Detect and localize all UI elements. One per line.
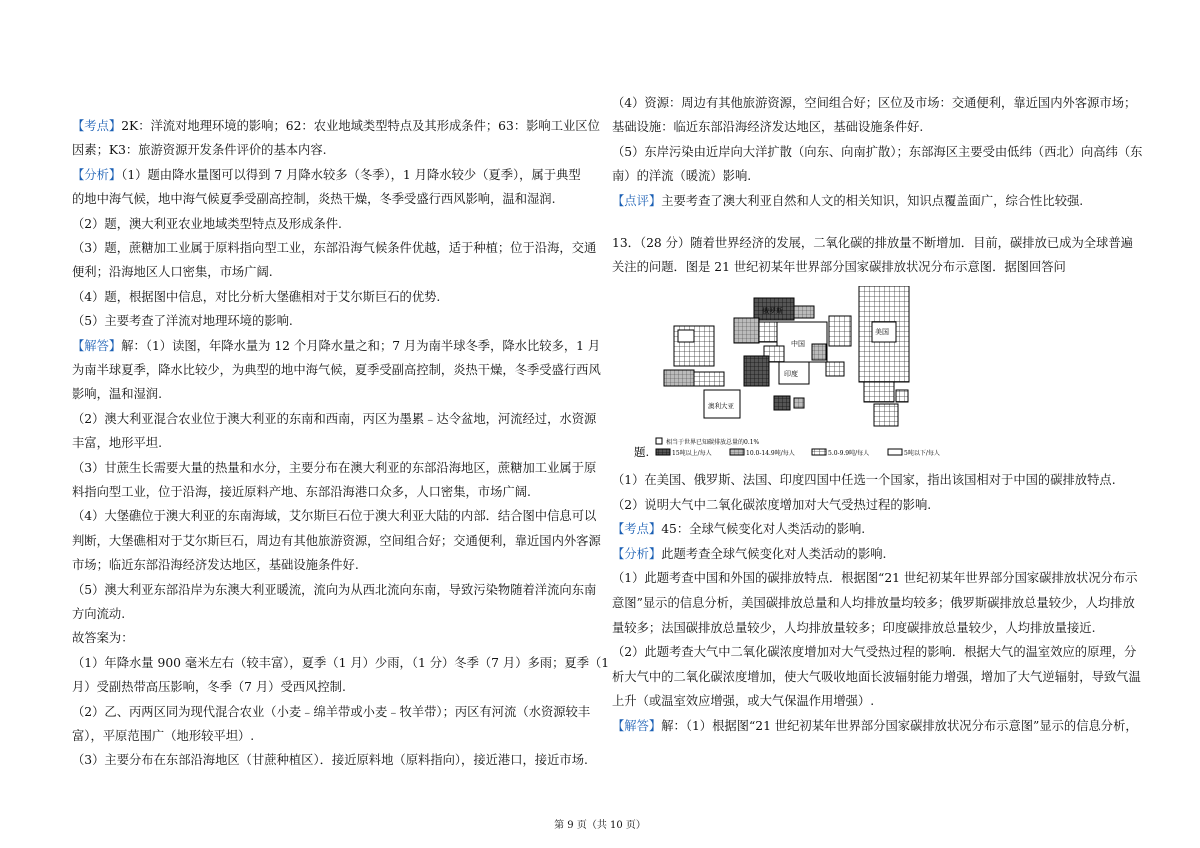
text-line [72, 141, 602, 159]
label-russia: 俄罗斯 [762, 307, 783, 315]
section-tag: 【解答】 [72, 338, 122, 353]
line-text: （4）大堡礁位于澳大利亚的东南海域，艾尔斯巨石位于澳大利亚大陆的内部．结合图中信息可以 [72, 509, 597, 524]
line-text: （2）乙、丙两区同为现代混合农业（小麦﹣绵羊带或小麦﹣牧羊带）；丙区有河流（水资源较丰 [72, 704, 591, 719]
text-line [72, 654, 610, 672]
text-line [72, 727, 602, 745]
line-text: 月）受副热带高压影响，冬季（7 月）受西风控制. [72, 680, 346, 695]
legend-note: 相当于世界已知碳排放总量的0.1% [666, 439, 760, 446]
section-tag: 【分析】 [72, 167, 122, 182]
line-text: （5）主要考查了洋流对地理环境的影响. [72, 314, 293, 329]
text-line [72, 288, 602, 306]
text-line [72, 361, 602, 379]
text-line [72, 605, 602, 623]
text-line [72, 483, 602, 501]
text-line [612, 717, 1156, 735]
line-text: （3）甘蔗生长需要大量的热量和水分，主要分布在澳大利亚的东部沿海地区，蔗糖加工业属于原 [72, 460, 597, 475]
text-line [72, 312, 602, 330]
line-text: 2K：洋流对地理环境的影响；62：农业地域类型特点及其形成条件；63：影响工业区位 [121, 119, 600, 133]
text-line [72, 166, 602, 184]
line-text: 解：（1）读图，年降水量为 12 个月降水量之和；7 月为南半球冬季，降水比较多，1 月 [121, 338, 601, 353]
text-line [612, 167, 1156, 185]
section-tag: 【点评】 [612, 193, 662, 208]
line-text: 量较多；法国碳排放总量较少，人均排放量较多；印度碳排放总量较少，人均排放量接近. [612, 620, 1096, 635]
line-text: 料指向型工业，位于沿海，接近原料产地、东部沿海港口众多，人口密集，市场广阔. [72, 485, 531, 499]
line-text: （1）此题考查中国和外国的碳排放特点．根据图“21 世纪初某年世界部分国家碳排放状况分布示 [612, 571, 1138, 586]
text-line [612, 234, 1156, 252]
line-text: 的地中海气候，地中海气候夏季受副高控制，炎热干燥，冬季受盛行西风影响，温和湿润. [72, 192, 556, 207]
line-text: 主要考查了澳大利亚自然和人文的相关知识，知识点覆盖面广，综合性比较强. [661, 193, 1084, 208]
text-line [72, 629, 602, 647]
line-text: （2）题，澳大利亚农业地域类型特点及形成条件. [72, 216, 342, 231]
text-line [612, 569, 1156, 587]
section-tag: 【分析】 [612, 546, 662, 561]
text-line [72, 385, 602, 403]
text-line [612, 471, 1156, 489]
line-text: 45：全球气候变化对人类活动的影响. [661, 522, 866, 537]
line-text: 方向流动. [72, 607, 126, 621]
label-usa: 美国 [875, 328, 889, 336]
text-line [72, 678, 602, 696]
line-text: 解：（1）根据图“21 世纪初某年世界部分国家碳排放状况分布示意图”显示的信息分析， [661, 719, 1138, 733]
text-line [72, 581, 602, 599]
line-text: 基础设施：临近东部沿海经济发达地区，基础设施条件好. [612, 120, 924, 135]
carbon-map-svg [634, 286, 934, 434]
text-line [612, 668, 1156, 686]
legend-item-3: 5.0-9.9吨/每人 [828, 450, 870, 457]
text-line [72, 434, 602, 452]
text-line [612, 692, 1156, 710]
text-line [72, 410, 602, 428]
line-text: 此题考查全球气候变化对人类活动的影响. [661, 546, 887, 561]
label-india: 印度 [784, 370, 798, 378]
legend-item-1: 15吨以上/每人 [672, 450, 712, 457]
line-text: 因素；K3：旅游资源开发条件评价的基本内容. [72, 143, 327, 158]
line-text: （2）澳大利亚混合农业位于澳大利亚的东南和西南，丙区为墨累﹣达令盆地，河流经过，水资源 [72, 411, 597, 426]
text-line [612, 619, 1156, 637]
line-text: （3）题，蔗糖加工业属于原料指向型工业，东部沿海气候条件优越，适于种植；位于沿海，交通 [72, 241, 597, 255]
figure-legend [634, 436, 1114, 460]
line-text: （5）东岸污染由近岸向大洋扩散（向东、向南扩散）；东部海区主要受由低纬（西北）向高纬（东 [612, 144, 1143, 159]
line-text: 丰富，地形平坦. [72, 436, 162, 451]
text-line [612, 496, 1156, 514]
line-text: （3）主要分布在东部沿海地区（甘蔗种植区）．接近原料地（原料指向），接近港口，接近市场. [72, 753, 588, 768]
text-line [72, 337, 602, 355]
text-line [72, 263, 602, 281]
line-text: 富），平原范围广（地形较平坦）. [72, 729, 255, 743]
text-line [612, 643, 1156, 661]
text-line [612, 118, 1156, 136]
line-text: （4）题，根据图中信息，对比分析大堡礁相对于艾尔斯巨石的优势. [72, 289, 441, 304]
line-text: 故答案为： [72, 631, 134, 646]
line-text: 判断，大堡礁相对于艾尔斯巨石，周边有其他旅游资源，空间组合好；交通便利，靠近国内外客源 [72, 533, 601, 548]
line-text: （1）年降水量 900 毫米左右（较丰富），夏季（1 月）少雨，（1 分）冬季（7 月）多雨；夏季（1 [72, 655, 610, 670]
line-text: （1）题由降水量图可以得到 7 月降水较多（冬季），1 月降水较少（夏季），属于典型 [121, 167, 581, 182]
text-line [612, 143, 1156, 161]
carbon-emission-map-figure [634, 286, 934, 434]
line-text: 为南半球夏季，降水比较少，为典型的地中海气候，夏季受副高控制，炎热干燥，冬季受盛行西风 [72, 363, 601, 377]
section-tag: 【解答】 [612, 719, 662, 733]
text-line [72, 532, 602, 550]
text-line [612, 594, 1156, 612]
line-text: 13．（28 分）随着世界经济的发展，二氧化碳的排放量不断增加．目前，碳排放已成为全球普遍 [612, 236, 1133, 250]
text-line [72, 239, 602, 257]
text-line [612, 192, 1156, 210]
line-text: （4）资源：周边有其他旅游资源，空间组合好；区位及市场：交通便利，靠近国内外客源市场； [612, 96, 1137, 110]
line-text: （2）此题考查大气中二氧化碳浓度增加对大气受热过程的影响．根据大气的温室效应的原理，分 [612, 645, 1137, 660]
line-text: 便利；沿海地区人口密集，市场广阔. [72, 265, 273, 280]
section-tag: 【考点】 [612, 522, 662, 537]
section-tag: 【考点】 [72, 119, 122, 133]
line-text: 析大气中的二氧化碳浓度增加，使大气吸收地面长波辐射能力增强，增加了大气逆辐射，导致气温 [612, 669, 1141, 684]
line-text: 关注的问题．图是 21 世纪初某年世界部分国家碳排放状况分布示意图．据图回答问 [612, 260, 1066, 275]
text-line [72, 751, 602, 769]
text-line [612, 545, 1156, 563]
label-australia: 澳利大亚 [708, 402, 734, 410]
legend-item-4: 5吨以下/每人 [904, 450, 940, 457]
page-footer: 第 9 页（共 10 页） [554, 820, 646, 831]
line-text: 上升（或温室效应增强，或大气保温作用增强）. [612, 694, 875, 709]
text-line [72, 703, 602, 721]
text-line [72, 507, 602, 525]
text-line [72, 215, 602, 233]
text-line [72, 556, 602, 574]
text-line [72, 117, 602, 135]
text-line [612, 94, 1156, 112]
text-line [612, 258, 1156, 276]
line-text: （1）在美国、俄罗斯、法国、印度四国中任选一个国家，指出该国相对于中国的碳排放特点. [612, 473, 1116, 487]
label-china: 中国 [791, 340, 805, 348]
line-text: 影响，温和湿润. [72, 387, 162, 402]
legend-item-2: 10.0-14.9吨/每人 [746, 450, 795, 457]
line-text: 意图”显示的信息分析，美国碳排放总量和人均排放量均较多；俄罗斯碳排放总量较少，人均排放 [612, 596, 1135, 610]
line-text: （2）说明大气中二氧化碳浓度增加对大气受热过程的影响. [612, 497, 932, 512]
text-line [612, 520, 1156, 538]
text-line [72, 459, 602, 477]
line-text: 市场；临近东部沿海经济发达地区，基础设施条件好. [72, 558, 359, 573]
line-text: （5）澳大利亚东部沿岸为东澳大利亚暖流，流向为从西北流向东南，导致污染物随着洋流向东南 [72, 582, 597, 597]
text-line [72, 190, 602, 208]
line-text: 南）的洋流（暖流）影响. [612, 169, 752, 184]
ti-char: 题. [634, 445, 650, 459]
